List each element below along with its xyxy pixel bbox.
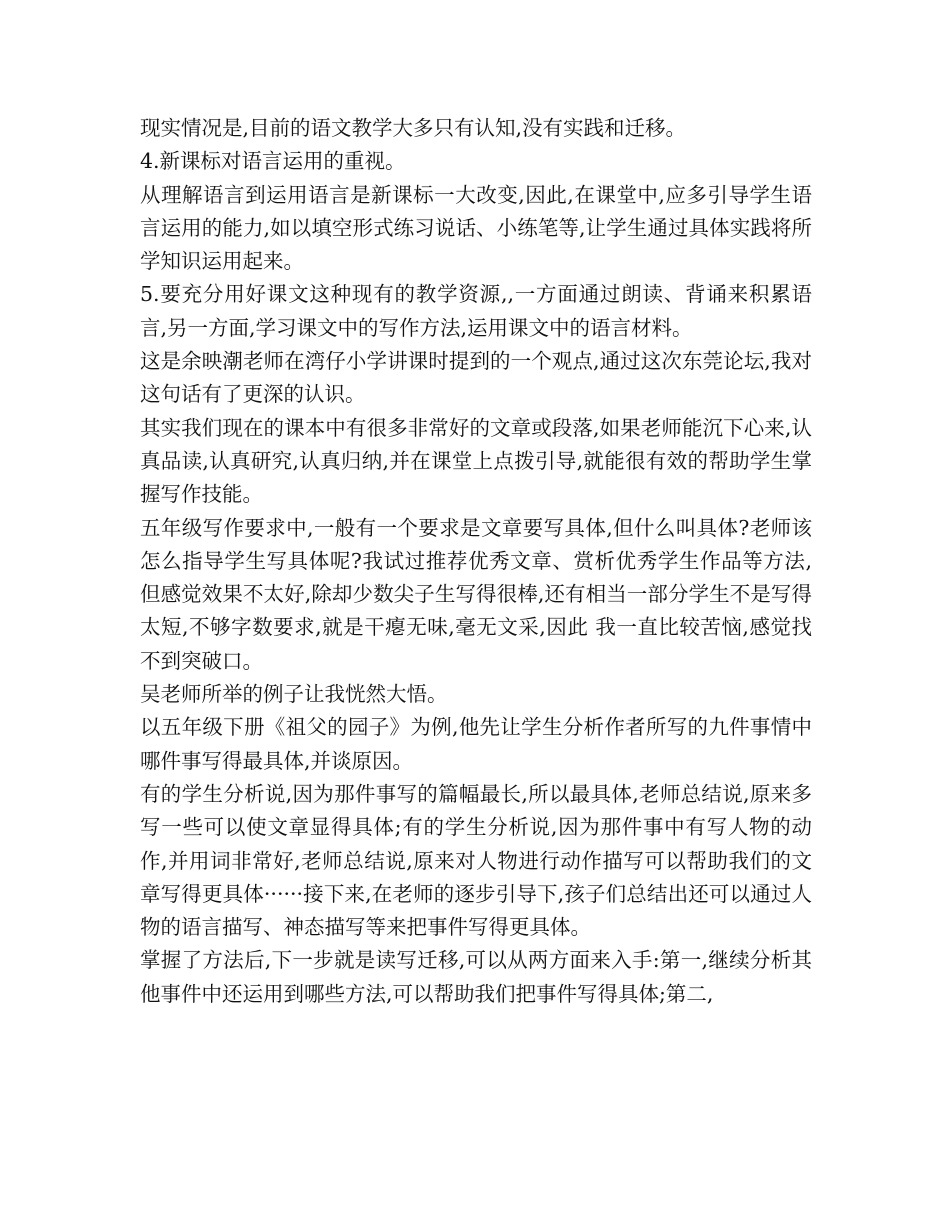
paragraph-1: 现实情况是,目前的语文教学大多只有认知,没有实践和迁移。 (140, 116, 687, 140)
paragraph-6: 其实我们现在的课本中有很多非常好的文章或段落,如果老师能沉下心来,认真品读,认真研究,认真归纳,并在课堂上点拨引导,就能很有效的帮助学生掌握写作技能。 (140, 415, 812, 507)
paragraph-8: 吴老师所举的例子让我恍然大悟。 (140, 682, 448, 707)
paragraph-9: 以五年级下册《祖父的园子》为例,他先让学生分析作者所写的九件事情中哪件事写得最具体,并谈原因。 (140, 715, 812, 773)
paragraph-5: 这是余映潮老师在湾仔小学讲课时提到的一个观点,通过这次东莞论坛,我对这句话有了更深的认识。 (140, 349, 812, 407)
paragraph-11: 掌握了方法后,下一步就是读写迁移,可以从两方面来入手:第一,继续分析其他事件中还运用到哪些方法,可以帮助我们把事件写得具体;第二, (140, 948, 812, 1006)
paragraph-10: 有的学生分析说,因为那件事写的篇幅最长,所以最具体,老师总结说,原来多写一些可以使文章显得具体;有的学生分析说,因为那件事中有写人物的动作,并用词非常好,老师总结说,原来对人物进行动作描写可以帮助我们的文章写得更具体······接下来,在老师的逐步引导下,孩子们总结出还可以通过人物的语言描写、神态描写等来把事件写得更具体。 (140, 781, 812, 940)
paragraph-7: 五年级写作要求中,一般有一个要求是文章要写具体,但什么叫具体?老师该怎么指导学生写具体呢?我试过推荐优秀文章、赏析优秀学生作品等方法,但感觉效果不太好,除却少数尖子生写得很棒,还有相当一部分学生不是写得太短,不够字数要求,就是干瘪无味,毫无文采,因此 我一直比较苦恼,感觉找不到突破口。 (140, 515, 812, 673)
paragraph-2: 4.新课标对语言运用的重视。 (140, 149, 406, 174)
document-page (140, 112, 812, 1011)
paragraph-4: 5.要充分用好课文这种现有的教学资源,,一方面通过朗读、背诵来积累语言,另一方面,学习课文中的写作方法,运用课文中的语言材料。 (140, 282, 812, 340)
paragraph-3: 从理解语言到运用语言是新课标一大改变,因此,在课堂中,应多引导学生语言运用的能力,如以填空形式练习说话、小练笔等,让学生通过具体实践将所学知识运用起来。 (140, 182, 812, 274)
